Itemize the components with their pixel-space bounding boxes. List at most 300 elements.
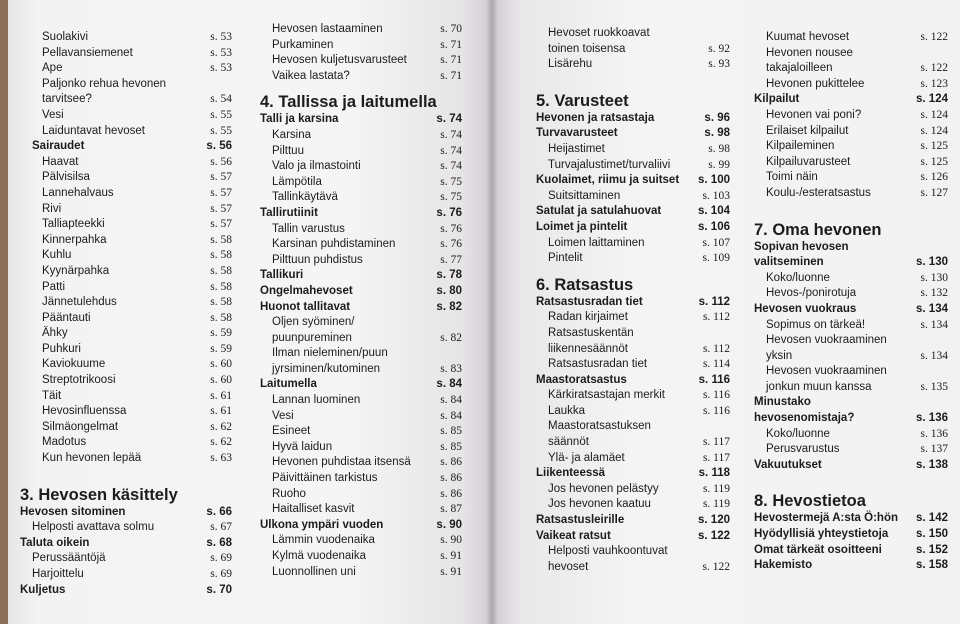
- toc-entry-page: s. 116: [698, 373, 730, 386]
- toc-entry-title: Koulu-/esteratsastus: [766, 186, 871, 199]
- toc-entry-page: s. 53: [210, 31, 232, 43]
- toc-entry-title: Ape: [42, 62, 63, 75]
- toc-entry-title: Haavat: [42, 155, 79, 168]
- toc-entry-page: s. 69: [210, 552, 232, 565]
- toc-entry: [260, 549, 462, 565]
- toc-entry-title: Oljen syöminen/: [272, 316, 355, 329]
- toc-section: [260, 112, 462, 128]
- toc-entry-title: Kun hevonen lepää: [42, 452, 142, 465]
- toc-entry-page: s. 138: [916, 458, 948, 471]
- toc-entry-page: s. 83: [440, 362, 462, 375]
- toc-entry-page: s. 117: [702, 451, 730, 464]
- toc-entry-page: s. 60: [210, 358, 232, 371]
- toc-entry-page: s. 76: [440, 222, 462, 235]
- toc-entry-title: Kärkiratsastajan merkit: [548, 389, 665, 402]
- toc-entry-page: s. 58: [210, 296, 232, 309]
- toc-entry-title: yksin: [766, 349, 793, 362]
- toc-entry-page: s. 92: [708, 42, 730, 55]
- toc-entry: [260, 22, 462, 38]
- toc-entry: [536, 251, 730, 267]
- toc-entry-title: Koko/luonne: [766, 271, 830, 284]
- toc-entry: [260, 533, 462, 549]
- toc-entry-title: Patti: [42, 280, 66, 293]
- toc-entry-title: Pintelit: [548, 252, 583, 265]
- toc-entry-title: Lämpötila: [272, 175, 322, 188]
- toc-entry-page: s. 91: [440, 565, 462, 578]
- toc-entry-title: Lannehalvaus: [42, 186, 114, 199]
- toc-entry-title: Kilpailut: [754, 93, 800, 106]
- toc-entry-title: Kaviokuume: [42, 358, 106, 371]
- toc-entry: [536, 326, 730, 342]
- toc-entry: [536, 482, 730, 498]
- toc-entry: [260, 455, 462, 471]
- toc-entry: [260, 175, 462, 191]
- toc-entry-title: Perusvarustus: [766, 443, 840, 456]
- toc-entry: [754, 108, 948, 124]
- toc-entry-page: s. 54: [210, 93, 232, 106]
- toc-entry: [536, 435, 730, 451]
- toc-entry: [20, 311, 232, 327]
- toc-entry-page: s. 122: [702, 560, 730, 573]
- toc-section: [754, 92, 948, 108]
- toc-entry: [754, 333, 948, 349]
- toc-entry-title: Pääntauti: [42, 311, 91, 324]
- toc-entry-title: Ongelmahevoset: [260, 284, 353, 297]
- toc-entry-title: Radan kirjaimet: [548, 311, 628, 324]
- toc-entry: [20, 77, 232, 93]
- toc-entry-title: Laukka: [548, 404, 586, 417]
- toc-entry: [536, 497, 730, 513]
- toc-entry: [20, 373, 232, 389]
- toc-entry-page: s. 86: [440, 472, 462, 485]
- toc-entry-title: Kyynärpahka: [42, 264, 110, 277]
- toc-entry-title: Valo ja ilmastointi: [272, 160, 361, 173]
- toc-section: [754, 240, 948, 256]
- toc-entry: [754, 139, 948, 155]
- toc-entry-page: s. 62: [210, 436, 232, 449]
- right-page: [492, 0, 960, 624]
- toc-entry: [536, 189, 730, 205]
- spacer: [536, 73, 730, 83]
- toc-section: [260, 518, 462, 534]
- toc-entry-title: Hevonen pukittelee: [766, 77, 865, 90]
- toc-entry-page: s. 58: [210, 280, 232, 293]
- book-edge: [0, 0, 8, 624]
- toc-entry: [20, 326, 232, 342]
- toc-entry-title: takajaloilleen: [766, 62, 833, 75]
- toc-entry-title: Minustako: [754, 396, 811, 409]
- toc-entry: [754, 46, 948, 62]
- toc-entry: [260, 502, 462, 518]
- toc-entry: [260, 315, 462, 331]
- toc-entry-page: s. 91: [440, 550, 462, 562]
- spacer: [20, 467, 232, 477]
- toc-entry: [536, 404, 730, 420]
- toc-section: [20, 583, 232, 599]
- toc-entry-page: s. 69: [210, 568, 232, 580]
- toc-entry-page: s. 60: [210, 374, 232, 387]
- toc-entry-title: Hakemisto: [754, 559, 813, 572]
- toc-entry-page: s. 134: [920, 349, 948, 362]
- toc-entry-title: jyrsiminen/kutominen: [272, 362, 381, 375]
- toc-section: [536, 295, 730, 311]
- toc-entry-title: Talli ja karsina: [260, 113, 339, 126]
- toc-entry: [536, 42, 730, 58]
- toc-entry-page: s. 85: [440, 440, 462, 453]
- toc-section: [20, 505, 232, 521]
- toc-entry-page: s. 135: [920, 380, 948, 393]
- toc-entry: [536, 142, 730, 158]
- toc-entry-page: s. 74: [436, 113, 462, 126]
- toc-entry-page: s. 122: [920, 31, 948, 43]
- toc-entry-page: s. 136: [916, 412, 948, 425]
- toc-entry-page: s. 74: [440, 144, 462, 157]
- toc-entry-page: s. 127: [920, 186, 948, 199]
- toc-entry-page: s. 57: [210, 171, 232, 184]
- toc-entry-title: Ruoho: [272, 487, 306, 500]
- toc-entry: [20, 451, 232, 467]
- toc-entry-title: Hevonen ja ratsastaja: [536, 111, 655, 124]
- toc-entry-title: puunpureminen: [272, 331, 352, 344]
- toc-entry: [20, 551, 232, 567]
- toc-entry-page: s. 85: [440, 425, 462, 438]
- toc-entry: [260, 222, 462, 238]
- toc-entry-title: Helposti vauhkoontuvat: [548, 545, 668, 558]
- toc-entry-title: Suitsittaminen: [548, 189, 621, 202]
- toc-entry: [20, 186, 232, 202]
- toc-entry-title: hevosenomistaja?: [754, 412, 855, 425]
- toc-entry-title: Kilpaileminen: [766, 140, 835, 153]
- toc-entry: [20, 520, 232, 536]
- toc-entry: [536, 26, 730, 42]
- toc-entry: [20, 202, 232, 218]
- toc-entry-title: Ratsastusradan tiet: [548, 358, 648, 371]
- toc-entry: [754, 364, 948, 380]
- toc-entry-title: Pilttuu: [272, 144, 304, 157]
- toc-entry: [536, 357, 730, 373]
- toc-entry-title: Omat tärkeät osoitteeni: [754, 543, 882, 556]
- toc-entry-page: s. 62: [210, 420, 232, 433]
- toc-entry: [20, 404, 232, 420]
- toc-section: [754, 302, 948, 318]
- toc-entry-page: s. 55: [210, 108, 232, 121]
- toc-section: [536, 126, 730, 142]
- toc-entry-title: Esineet: [272, 425, 311, 438]
- toc-entry: [20, 124, 232, 140]
- toc-section: [754, 558, 948, 574]
- toc-entry-title: Pälvisilsa: [42, 171, 90, 184]
- toc-entry-title: Kilpailuvarusteet: [766, 155, 851, 168]
- toc-entry-title: Rivi: [42, 202, 62, 215]
- toc-section: [754, 511, 948, 527]
- toc-entry-page: s. 78: [436, 269, 462, 282]
- toc-entry-page: s. 109: [702, 252, 730, 265]
- toc-entry-page: s. 61: [210, 405, 232, 418]
- toc-entry: [754, 186, 948, 202]
- toc-entry-title: Vaikeat ratsut: [536, 529, 611, 542]
- toc-entry-page: s. 119: [702, 482, 730, 495]
- toc-entry-page: s. 58: [210, 249, 232, 262]
- toc-entry-page: s. 112: [702, 311, 730, 324]
- toc-entry: [260, 237, 462, 253]
- toc-entry: [260, 144, 462, 160]
- toc-entry: [536, 342, 730, 358]
- toc-entry: [20, 46, 232, 62]
- toc-entry-title: Jos hevonen pelästyy: [548, 482, 659, 495]
- toc-entry-page: s. 116: [702, 404, 730, 417]
- toc-entry-title: Sopimus on tärkeä!: [766, 318, 866, 331]
- toc-entry-page: s. 152: [916, 543, 948, 556]
- toc-entry-page: s. 122: [698, 529, 730, 542]
- toc-entry: [20, 264, 232, 280]
- toc-entry-page: s. 86: [440, 487, 462, 500]
- toc-entry-title: Lämmin vuodenaika: [272, 534, 375, 547]
- toc-entry: [20, 108, 232, 124]
- toc-entry-page: s. 112: [702, 342, 730, 355]
- toc-entry: [754, 77, 948, 93]
- toc-entry-title: Kuhlu: [42, 249, 72, 262]
- toc-entry-page: s. 100: [698, 174, 730, 187]
- toc-entry-page: s. 56: [210, 155, 232, 168]
- toc-entry: [536, 158, 730, 174]
- toc-column-3: [536, 26, 730, 575]
- toc-entry-title: Ulkona ympäri vuoden: [260, 518, 384, 531]
- toc-entry-page: s. 124: [916, 93, 948, 106]
- toc-entry-title: Vaikea lastata?: [272, 69, 350, 82]
- toc-entry-page: s. 76: [440, 238, 462, 251]
- toc-entry: [20, 248, 232, 264]
- toc-entry: [260, 69, 462, 85]
- toc-entry-page: s. 84: [436, 378, 462, 391]
- toc-section: [754, 395, 948, 411]
- chapter-heading: [260, 84, 462, 112]
- toc-section: [536, 513, 730, 529]
- toc-entry-title: Erilaiset kilpailut: [766, 124, 849, 137]
- toc-entry-title: Madotus: [42, 436, 87, 449]
- toc-entry-page: s. 98: [704, 127, 730, 140]
- toc-entry: [754, 318, 948, 334]
- toc-entry-title: Silmäongelmat: [42, 420, 119, 433]
- toc-entry-title: Kuljetus: [20, 583, 66, 596]
- toc-entry-page: s. 56: [206, 140, 232, 153]
- toc-entry: [754, 380, 948, 396]
- toc-entry-page: s. 93: [708, 58, 730, 71]
- chapter-heading: [536, 267, 730, 295]
- toc-entry-title: Hyvä laidun: [272, 440, 333, 453]
- toc-entry: [260, 53, 462, 69]
- toc-entry-page: s. 55: [210, 124, 232, 137]
- toc-entry: [536, 419, 730, 435]
- toc-entry-page: s. 74: [440, 160, 462, 173]
- toc-entry-title: Turvavarusteet: [536, 127, 618, 140]
- toc-entry: [260, 424, 462, 440]
- toc-section: [536, 529, 730, 545]
- toc-entry-title: Kuumat hevoset: [766, 31, 850, 43]
- toc-column-1: [20, 30, 232, 598]
- toc-entry-title: säännöt: [548, 436, 589, 449]
- toc-section: [536, 373, 730, 389]
- toc-entry-title: Ähky: [42, 327, 68, 340]
- toc-entry: [536, 544, 730, 560]
- toc-entry: [260, 38, 462, 54]
- toc-entry-page: s. 75: [440, 191, 462, 204]
- toc-entry-title: Hevonen vai poni?: [766, 108, 862, 121]
- toc-entry: [536, 451, 730, 467]
- toc-entry-page: s. 137: [920, 443, 948, 456]
- toc-section: [536, 111, 730, 127]
- toc-section: [754, 543, 948, 559]
- toc-entry-page: s. 126: [920, 171, 948, 184]
- toc-entry-title: 7. Oma hevonen: [754, 220, 882, 239]
- toc-entry-page: s. 130: [920, 271, 948, 284]
- toc-entry-title: Hevosen vuokraus: [754, 302, 857, 315]
- toc-section: [260, 300, 462, 316]
- toc-section: [754, 458, 948, 474]
- toc-entry-title: liikennesäännöt: [548, 342, 628, 355]
- chapter-heading: [20, 477, 232, 505]
- toc-entry-page: s. 123: [920, 77, 948, 90]
- toc-entry-page: s. 58: [210, 311, 232, 324]
- toc-entry-page: s. 87: [440, 503, 462, 516]
- toc-entry: [260, 565, 462, 581]
- toc-column-4: [754, 30, 948, 574]
- toc-entry-title: Tallin varustus: [272, 222, 345, 235]
- toc-entry-page: s. 99: [708, 158, 730, 171]
- toc-entry: [754, 170, 948, 186]
- toc-entry: [260, 331, 462, 347]
- toc-entry-page: s. 104: [698, 205, 730, 218]
- toc-entry-page: s. 118: [698, 467, 730, 480]
- toc-entry-title: Sopivan hevosen: [754, 240, 849, 253]
- toc-entry-title: Hevoset ruokkoavat: [548, 27, 650, 39]
- toc-entry-title: Satulat ja satulahuovat: [536, 205, 662, 218]
- toc-entry: [20, 389, 232, 405]
- toc-entry-title: Hevonen puhdistaa itsensä: [272, 456, 411, 469]
- toc-entry-page: s. 150: [916, 528, 948, 541]
- toc-entry-page: s. 71: [440, 38, 462, 51]
- toc-entry-page: s. 96: [704, 111, 730, 124]
- toc-entry-page: s. 77: [440, 253, 462, 266]
- chapter-heading: [536, 83, 730, 111]
- toc-entry: [260, 159, 462, 175]
- toc-entry: [536, 388, 730, 404]
- toc-entry-page: s. 75: [440, 175, 462, 188]
- toc-section: [260, 206, 462, 222]
- toc-entry-title: Suolakivi: [42, 31, 89, 43]
- toc-entry-page: s. 122: [920, 62, 948, 75]
- toc-entry-title: Ratsastusleirille: [536, 514, 625, 527]
- chapter-heading: [754, 212, 948, 240]
- toc-entry-page: s. 86: [440, 456, 462, 469]
- toc-entry: [260, 362, 462, 378]
- toc-entry-title: hevoset: [548, 560, 589, 573]
- toc-entry-page: s. 125: [920, 155, 948, 168]
- toc-entry: [754, 124, 948, 140]
- toc-entry-title: Karsinan puhdistaminen: [272, 238, 396, 251]
- toc-entry: [20, 342, 232, 358]
- toc-entry-page: s. 119: [702, 498, 730, 511]
- toc-entry-title: Hyödyllisiä yhteystietoja: [754, 528, 889, 541]
- toc-entry-title: Jos hevonen kaatuu: [548, 498, 651, 511]
- toc-entry: [20, 92, 232, 108]
- toc-section: [754, 255, 948, 271]
- toc-entry-page: s. 82: [436, 300, 462, 313]
- toc-entry: [754, 442, 948, 458]
- toc-entry-title: Kuolaimet, riimu ja suitset: [536, 174, 680, 187]
- toc-entry-title: Lannan luominen: [272, 394, 361, 407]
- toc-entry-title: Sairaudet: [32, 140, 85, 153]
- toc-entry: [754, 286, 948, 302]
- toc-section: [260, 284, 462, 300]
- toc-entry: [260, 190, 462, 206]
- toc-entry-title: tarvitsee?: [42, 93, 92, 106]
- toc-entry-page: s. 70: [206, 583, 232, 596]
- toc-entry-page: s. 142: [916, 512, 948, 525]
- toc-entry-page: s. 84: [440, 409, 462, 422]
- toc-entry: [20, 295, 232, 311]
- toc-entry: [260, 253, 462, 269]
- toc-entry-title: Lisärehu: [548, 58, 593, 71]
- chapter-heading: [754, 483, 948, 511]
- toc-entry-title: Pellavansiemenet: [42, 46, 133, 59]
- toc-entry: [260, 346, 462, 362]
- toc-entry-page: s. 71: [440, 54, 462, 67]
- toc-entry: [754, 155, 948, 171]
- toc-entry-title: Laitumella: [260, 378, 317, 391]
- toc-entry-title: Tallikuri: [260, 269, 304, 282]
- toc-entry-title: Turvajalustimet/turvaliivi: [548, 158, 671, 171]
- toc-entry-page: s. 106: [698, 220, 730, 233]
- toc-entry-title: Hevosen vuokraaminen: [766, 334, 887, 347]
- toc-entry: [260, 393, 462, 409]
- toc-entry-page: s. 124: [920, 124, 948, 137]
- toc-entry-page: s. 90: [436, 518, 462, 531]
- toc-entry-page: s. 70: [440, 23, 462, 35]
- toc-entry-page: s. 82: [440, 331, 462, 344]
- toc-entry-title: Tallinkäytävä: [272, 191, 338, 204]
- toc-entry-title: Tallirutiinit: [260, 206, 318, 219]
- toc-entry-title: Maastoratsastuksen: [548, 420, 651, 433]
- toc-entry-page: s. 103: [702, 189, 730, 202]
- toc-entry-title: Hevosen vuokraaminen: [766, 365, 887, 378]
- spacer: [754, 473, 948, 483]
- toc-entry-title: Loimet ja pintelit: [536, 220, 628, 233]
- toc-section: [754, 411, 948, 427]
- toc-entry: [20, 30, 232, 46]
- toc-entry-title: Luonnollinen uni: [272, 565, 356, 578]
- toc-entry-title: Jännetulehdus: [42, 296, 117, 309]
- toc-entry-title: Täit: [42, 389, 62, 402]
- toc-entry-title: Paljonko rehua hevonen: [42, 77, 167, 90]
- toc-entry-title: Taluta oikein: [20, 536, 90, 549]
- toc-entry-title: Puhkuri: [42, 342, 81, 355]
- toc-entry-page: s. 53: [210, 62, 232, 75]
- toc-section: [20, 139, 232, 155]
- toc-entry-page: s. 116: [702, 389, 730, 402]
- toc-entry-page: s. 117: [702, 436, 730, 449]
- toc-entry-page: s. 98: [708, 142, 730, 155]
- toc-section: [754, 527, 948, 543]
- toc-entry: [20, 280, 232, 296]
- toc-entry: [536, 57, 730, 73]
- toc-entry: [260, 440, 462, 456]
- toc-section: [20, 536, 232, 552]
- toc-entry-title: Haitalliset kasvit: [272, 503, 355, 516]
- toc-entry-title: Toimi näin: [766, 171, 818, 184]
- toc-section: [536, 173, 730, 189]
- toc-entry-title: Hevosen lastaaminen: [272, 23, 383, 35]
- toc-entry: [20, 217, 232, 233]
